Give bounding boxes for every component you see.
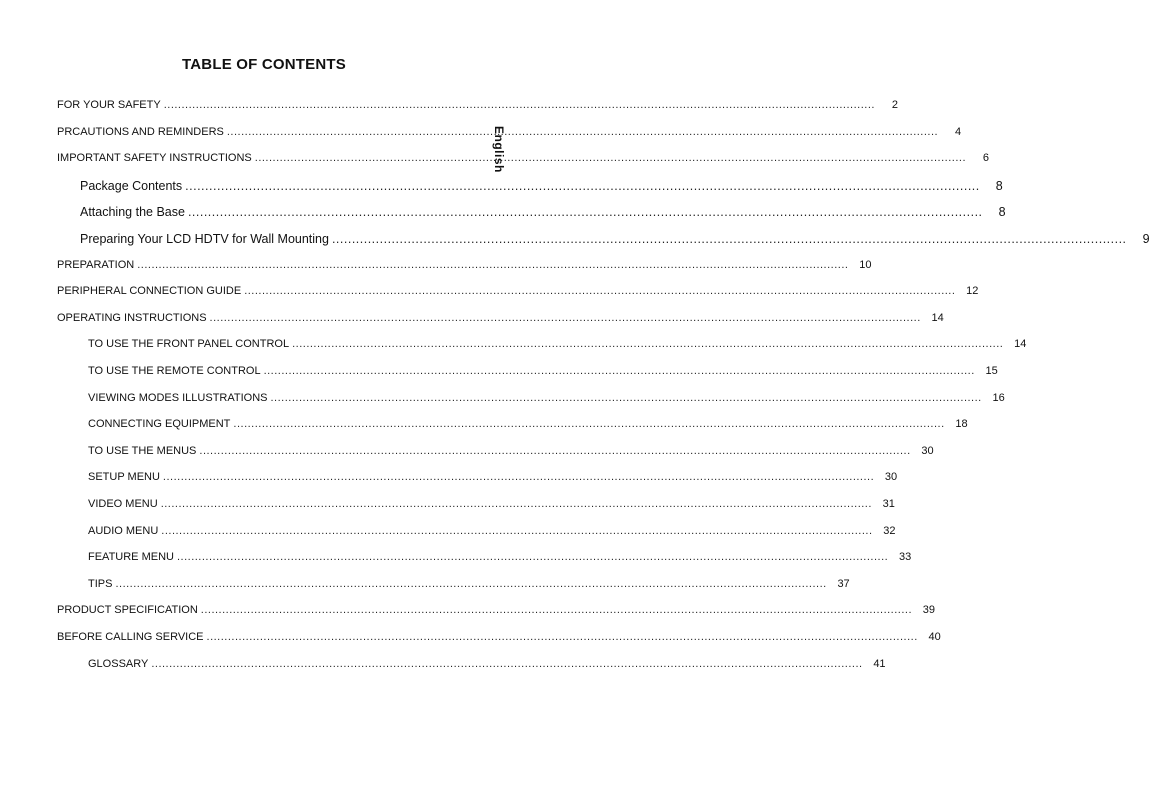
toc-leader-dots: ........................................................................................................................................................................................................ [151, 657, 863, 670]
toc-entry-page: 15 [985, 365, 998, 377]
toc-entry-label: PREPARATION [57, 258, 135, 271]
toc-entry [88, 338, 1027, 351]
toc-entry-label: VIEWING MODES ILLUSTRATIONS [88, 391, 268, 404]
toc-leader-dots: ........................................................................................................................................................................................................ [254, 152, 966, 165]
toc-entry-page: 14 [1014, 338, 1027, 351]
toc-leader-dots: ........................................................................................................................................................................................................ [185, 178, 980, 193]
toc-entry-label: IMPORTANT SAFETY INSTRUCTIONS [57, 152, 252, 165]
toc-leader-dots: ........................................................................................................................................................................................................ [161, 524, 873, 537]
toc-entry [57, 604, 936, 617]
toc-entry [80, 178, 1003, 193]
toc-entry-page: 12 [966, 285, 979, 298]
toc-entry-label: PRCAUTIONS AND REMINDERS [57, 125, 224, 138]
toc-leader-dots: ........................................................................................................................................................................................................ [176, 551, 889, 564]
toc-leader-dots: ........................................................................................................................................................................................................ [206, 631, 918, 643]
toc-entry [57, 99, 898, 111]
toc-entry-page: 8 [995, 178, 1003, 193]
toc-leader-dots: ........................................................................................................................................................................................................ [199, 444, 911, 457]
toc-entry-page: 30 [921, 444, 934, 457]
toc-entry [57, 631, 941, 643]
toc-entry [80, 232, 1150, 246]
toc-leader-dots: ........................................................................................................................................................................................................ [115, 577, 827, 590]
toc-entry-page: 33 [898, 551, 912, 564]
toc-leader-dots: ........................................................................................................................................................................................................ [209, 311, 921, 324]
toc-leader-dots: ........................................................................................................................................................................................................ [187, 205, 983, 220]
toc-entry-page: 18 [955, 418, 968, 431]
toc-entry-label: Preparing Your LCD HDTV for Wall Mounting [80, 232, 329, 246]
toc-entry-label: BEFORE CALLING SERVICE [57, 631, 204, 643]
toc-entry-page: 41 [873, 657, 886, 670]
toc-leader-dots: ........................................................................................................................................................................................................ [244, 285, 956, 298]
toc-entry-page: 9 [1142, 232, 1150, 246]
toc-entry-page: 4 [954, 125, 962, 138]
toc-entry-page: 8 [998, 205, 1006, 220]
toc-entry [88, 551, 912, 564]
language-side-tab: English [492, 126, 506, 173]
toc-entry [57, 152, 989, 165]
toc-entry [88, 391, 1005, 404]
toc-entry-page: 30 [884, 471, 898, 484]
toc-entry-page: 2 [891, 99, 898, 111]
toc-entry [88, 471, 898, 484]
toc-leader-dots: ........................................................................................................................................................................................................ [200, 604, 913, 617]
toc-entry-label: AUDIO MENU [88, 524, 159, 537]
toc-entry-page: 37 [837, 577, 850, 590]
toc-entry [88, 418, 968, 431]
toc-entry-label: FOR YOUR SAFETY [57, 99, 161, 111]
toc-entry-label: GLOSSARY [88, 657, 149, 670]
toc-entry [80, 205, 1006, 220]
toc-entry-page: 32 [883, 524, 896, 537]
toc-leader-dots: ........................................................................................................................................................................................................ [162, 471, 875, 484]
toc-entry-page: 39 [922, 604, 936, 617]
toc-entry-label: PERIPHERAL CONNECTION GUIDE [57, 285, 242, 298]
toc-entry [88, 498, 895, 510]
toc-entry [57, 285, 979, 298]
toc-entry-label: SETUP MENU [88, 471, 160, 484]
toc-entry-page: 16 [992, 391, 1005, 404]
toc-leader-dots: ........................................................................................................................................................................................................ [137, 258, 849, 271]
toc-leader-dots: ........................................................................................................................................................................................................ [331, 232, 1127, 246]
toc-entry-label: TO USE THE REMOTE CONTROL [88, 365, 261, 377]
toc-entry-label: OPERATING INSTRUCTIONS [57, 311, 207, 324]
toc-leader-dots: ........................................................................................................................................................................................................ [163, 99, 875, 111]
toc-leader-dots: ........................................................................................................................................................................................................ [233, 418, 945, 431]
toc-entry-page: 40 [928, 631, 941, 643]
toc-entry-label: Package Contents [80, 178, 183, 193]
toc-entry-label: TO USE THE MENUS [88, 444, 197, 457]
toc-entry-page: 14 [931, 311, 944, 324]
toc-entry-page: 10 [859, 258, 872, 271]
toc-entry-label: CONNECTING EQUIPMENT [88, 418, 231, 431]
toc-leader-dots: ........................................................................................................................................................................................................ [292, 338, 1004, 351]
toc-entry-label: TIPS [88, 577, 113, 590]
page-title: TABLE OF CONTENTS [182, 56, 346, 73]
toc-leader-dots: ........................................................................................................................................................................................................ [160, 498, 872, 510]
toc-entry [88, 577, 850, 590]
toc-entry-label: FEATURE MENU [88, 551, 174, 564]
toc-entry [57, 311, 944, 324]
toc-entry-label: TO USE THE FRONT PANEL CONTROL [88, 338, 290, 351]
toc-entry-label: VIDEO MENU [88, 498, 158, 510]
toc-entry [88, 657, 886, 670]
toc-entry [88, 365, 998, 377]
toc-entry [57, 258, 872, 271]
toc-entry-label: PRODUCT SPECIFICATION [57, 604, 198, 617]
toc-entry-page: 31 [882, 498, 895, 510]
toc-entry [57, 125, 962, 138]
toc-leader-dots: ........................................................................................................................................................................................................ [270, 391, 982, 404]
toc-entry [88, 524, 896, 537]
toc-entry [88, 444, 934, 457]
toc-entry-page: 6 [982, 152, 989, 165]
toc-leader-dots: ........................................................................................................................................................................................................ [226, 125, 939, 138]
toc-entry-label: Attaching the Base [80, 205, 185, 220]
toc-leader-dots: ........................................................................................................................................................................................................ [263, 365, 975, 377]
